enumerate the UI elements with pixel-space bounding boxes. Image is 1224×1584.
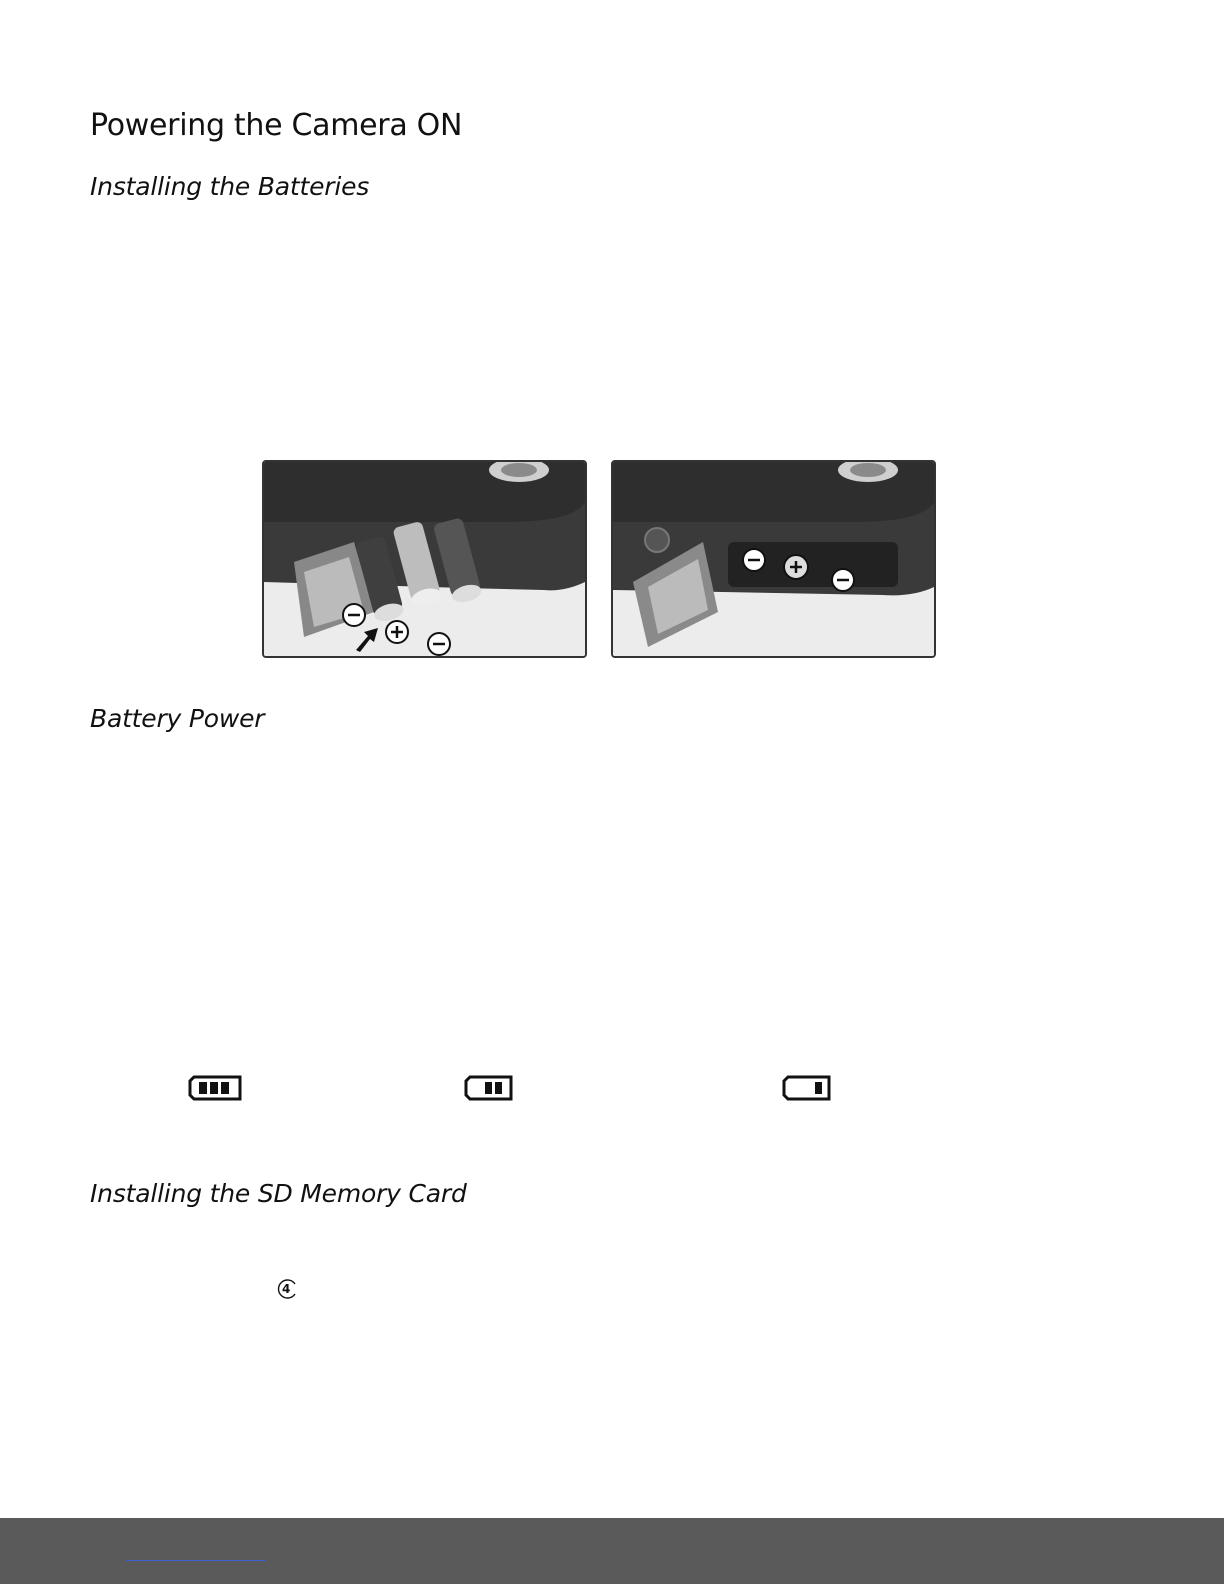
section-heading-installing-batteries: Installing the Batteries [90, 172, 370, 201]
battery-installed-illustration [613, 462, 934, 656]
footer-link[interactable] [126, 1546, 266, 1561]
battery-full-icon [188, 1074, 244, 1102]
battery-half-icon [464, 1074, 514, 1102]
section-heading-installing-sd: Installing the SD Memory Card [90, 1179, 467, 1208]
battery-insertion-illustration [264, 462, 585, 656]
circled-number-icon [276, 1278, 298, 1300]
battery-installed-photo [611, 460, 936, 658]
battery-low-icon [782, 1074, 832, 1102]
circled-number-value: 4 [282, 1282, 291, 1296]
section-heading-battery-power: Battery Power [90, 704, 265, 733]
battery-insertion-photo [262, 460, 587, 658]
page-title: Powering the Camera ON [90, 108, 463, 143]
